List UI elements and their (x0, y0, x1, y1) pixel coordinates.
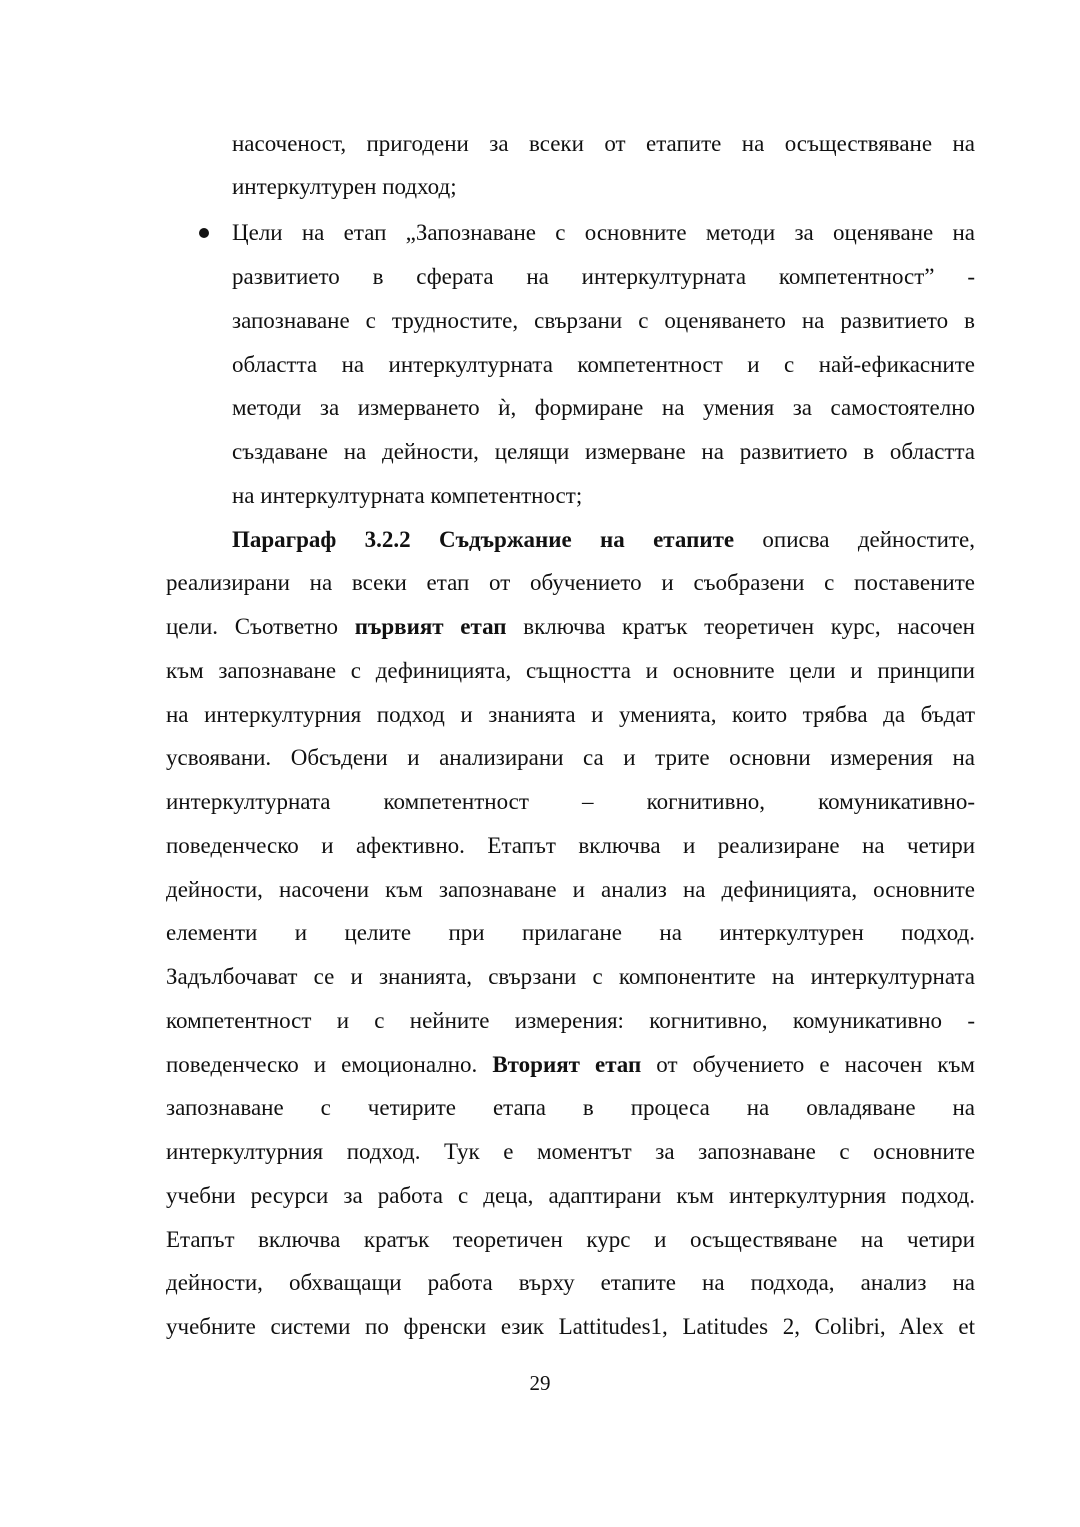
text-line: областта на интеркултурната компетентност и с най-ефикасните (232, 352, 975, 377)
text-line: Етапът включва кратък теоретичен курс и осъществяване на четири (166, 1227, 975, 1252)
text-line: компетентност и с нейните измерения: когнитивно, комуникативно - (166, 1008, 975, 1033)
text-line: Задълбочават се и знанията, свързани с компонентите на интеркултурната (166, 964, 975, 989)
text-line: запознаване с четирите етапа в процеса на овладяване на (166, 1095, 975, 1120)
text-line: интеркултурната компетентност – когнитивно, комуникативно- (166, 789, 975, 814)
bold-term: първият етап (354, 614, 507, 639)
text-line: дейности, насочени към запознаване и анализ на дефиницията, основните (166, 877, 975, 902)
text-line: поведенческо и емоционално. Вторият етап от обучението е насочен към (166, 1052, 975, 1077)
text-line: Цели на етап „Запознаване с основните методи за оценяване на (232, 220, 975, 245)
text-line: създаване на дейности, целящи измерване на развитието в областта (232, 439, 975, 464)
text-line: интеркултурен подход; (232, 174, 457, 199)
text-line: насоченост, пригодени за всеки от етапите на осъществяване на (232, 131, 975, 156)
bold-term: Вторият етап (492, 1052, 642, 1077)
text-line: поведенческо и афективно. Етапът включва и реализиране на четири (166, 833, 975, 858)
text-line: интеркултурния подход. Тук е моментът за запознаване с основните (166, 1139, 975, 1164)
text-line: развитието в сферата на интеркултурната компетентност” - (232, 264, 975, 289)
text-line: реализирани на всеки етап от обучението и съобразени с поставените (166, 570, 975, 595)
text-line: усвоявани. Обсъдени и анализирани са и трите основни измерения на (166, 745, 975, 770)
paragraph-heading: Параграф 3.2.2 Съдържание на етапите (232, 527, 735, 552)
page-number: 29 (529, 1371, 551, 1395)
text-line: учебни ресурси за работа с деца, адаптирани към интеркултурния подход. (166, 1183, 975, 1208)
text-line: учебните системи по френски език Lattitudes1, Latitudes 2, Colibri, Alex et (166, 1314, 975, 1339)
text-line: дейности, обхващащи работа върху етапите на подхода, анализ на (166, 1270, 975, 1295)
text-line: методи за измерването ѝ, формиране на умения за самостоятелно (232, 395, 975, 420)
text-line: Параграф 3.2.2 Съдържание на етапите описва дейностите, (232, 527, 975, 552)
text-line: на интеркултурната компетентност; (232, 483, 583, 508)
bullet-icon (199, 228, 209, 238)
text-line: цели. Съответно първият етап включва кратък теоретичен курс, насочен (166, 614, 975, 639)
text-line: елементи и целите при прилагане на интеркултурен подход. (166, 920, 975, 945)
text-line: на интеркултурния подход и знанията и уменията, които трябва да бъдат (166, 702, 975, 727)
text-line: запознаване с трудностите, свързани с оценяването на развитието в (232, 308, 975, 333)
text-line: към запознаване с дефиницията, същността и основните цели и принципи (166, 658, 975, 683)
